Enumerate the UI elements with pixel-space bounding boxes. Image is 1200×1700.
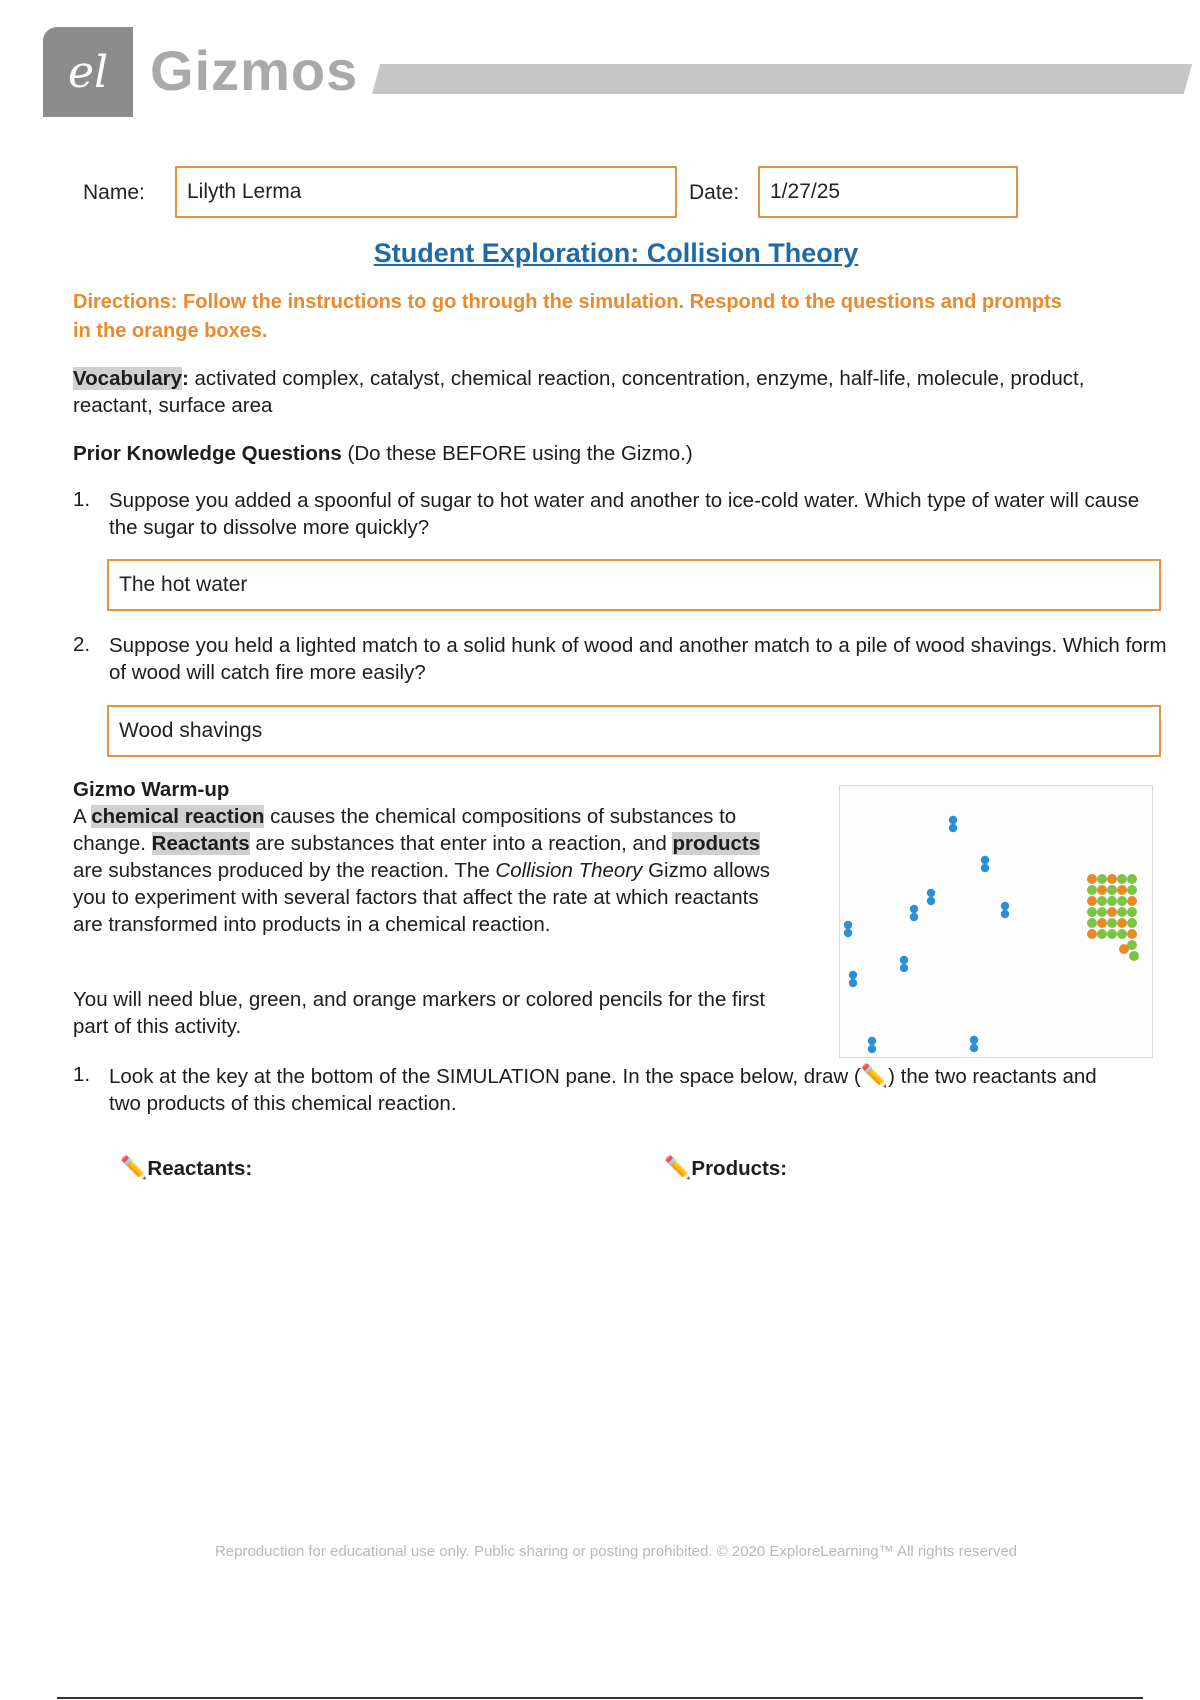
warmup-question-text: ) the two reactants and two products of this chemical reaction. <box>109 1065 1097 1115</box>
brand-name: Gizmos <box>150 39 359 102</box>
bottom-rule <box>57 1697 1143 1699</box>
prior-knowledge-note: (Do these BEFORE using the Gizmo.) <box>341 442 693 465</box>
warmup-question-text: Look at the key at the bottom of the SIMULATION pane. In the space below, draw ( <box>109 1065 861 1088</box>
date-label: Date: <box>689 181 740 204</box>
warmup-text: are substances produced by the reaction. The <box>73 859 496 882</box>
question-1-number: 1. <box>73 488 91 511</box>
name-label: Name: <box>83 181 145 204</box>
term-products: products <box>672 832 761 855</box>
products-label: Products: <box>691 1157 788 1180</box>
question-1-answer-box[interactable]: The hot water <box>107 559 1161 611</box>
question-1-text: Suppose you added a spoonful of sugar to hot water and another to ice-cold water. Which type of water will cause the sugar to dissolve more quickly? <box>109 489 1140 539</box>
blue-molecule <box>900 956 908 972</box>
prior-knowledge-title: Prior Knowledge Questions <box>73 442 342 465</box>
reactants-label: Reactants: <box>147 1157 253 1180</box>
warmup-text: are substances that enter into a reaction, and <box>249 832 673 855</box>
footer-copyright: Reproduction for educational use only. Public sharing or posting prohibited. © 2020 ExploreLearning™ All rights reserved <box>214 1543 1018 1560</box>
vocabulary-paragraph <box>73 365 1093 419</box>
directions-text: Directions: Follow the instructions to go through the simulation. Respond to the questions and prompts in the orange boxes. <box>73 291 1062 342</box>
header-bar <box>372 64 1192 94</box>
warmup-text: causes the chemical compositions of substances to change. <box>73 805 737 855</box>
gizmo-name-italic: Collision Theory <box>495 859 643 882</box>
explorelearning-logo <box>43 27 133 117</box>
warmup-text: Gizmo allows you to experiment with several factors that affect the rate at which reactants are transformed into products in a chemical reaction. <box>73 859 770 936</box>
warmup-paragraph-2: You will need blue, green, and orange markers or colored pencils for the first part of this activity. <box>73 988 766 1038</box>
blue-molecule <box>1001 902 1009 918</box>
simulation-molecules <box>840 786 1154 1059</box>
warmup-paragraph-1 <box>73 803 793 938</box>
blue-molecule <box>970 1036 978 1052</box>
date-field[interactable]: 1/27/25 <box>758 166 1018 218</box>
pencil-icon: ✏️ <box>120 1155 148 1180</box>
simulation-image <box>839 785 1153 1058</box>
term-reactants: Reactants <box>151 832 250 855</box>
vocabulary-label: Vocabulary <box>73 367 182 390</box>
warmup-question-1-number: 1. <box>73 1063 91 1086</box>
pencil-icon: ✏️ <box>860 1063 889 1088</box>
prior-knowledge-heading <box>73 440 1093 467</box>
term-chemical-reaction: chemical reaction <box>91 805 265 828</box>
blue-molecule <box>949 816 957 832</box>
pencil-icon: ✏️ <box>664 1155 692 1180</box>
warmup-heading <box>73 776 229 803</box>
reactants-heading <box>120 1154 252 1182</box>
logo-mark: el <box>67 46 109 98</box>
warmup-title: Gizmo Warm-up <box>73 778 230 801</box>
blue-molecule <box>868 1037 876 1053</box>
product-cluster <box>1087 874 1139 961</box>
blue-molecule <box>927 889 935 905</box>
warmup-text: A <box>73 805 92 828</box>
blue-molecule <box>910 905 918 921</box>
blue-molecule <box>981 856 989 872</box>
blue-molecule <box>844 921 852 937</box>
page-title: Student Exploration: Collision Theory <box>373 238 859 268</box>
question-2-answer-box[interactable]: Wood shavings <box>107 705 1161 757</box>
vocabulary-terms: activated complex, catalyst, chemical reaction, concentration, enzyme, half-life, molecule, product, reactant, surface area <box>73 367 1085 417</box>
question-2-number: 2. <box>73 633 91 656</box>
question-2-text: Suppose you held a lighted match to a solid hunk of wood and another match to a pile of wood shavings. Which form of wood will catch fire more easily? <box>109 634 1167 684</box>
blue-molecule <box>849 971 857 987</box>
name-field[interactable]: Lilyth Lerma <box>175 166 677 218</box>
products-heading <box>664 1154 787 1182</box>
warmup-question-1-text <box>109 1062 1109 1117</box>
vocabulary-colon: : <box>182 367 189 390</box>
